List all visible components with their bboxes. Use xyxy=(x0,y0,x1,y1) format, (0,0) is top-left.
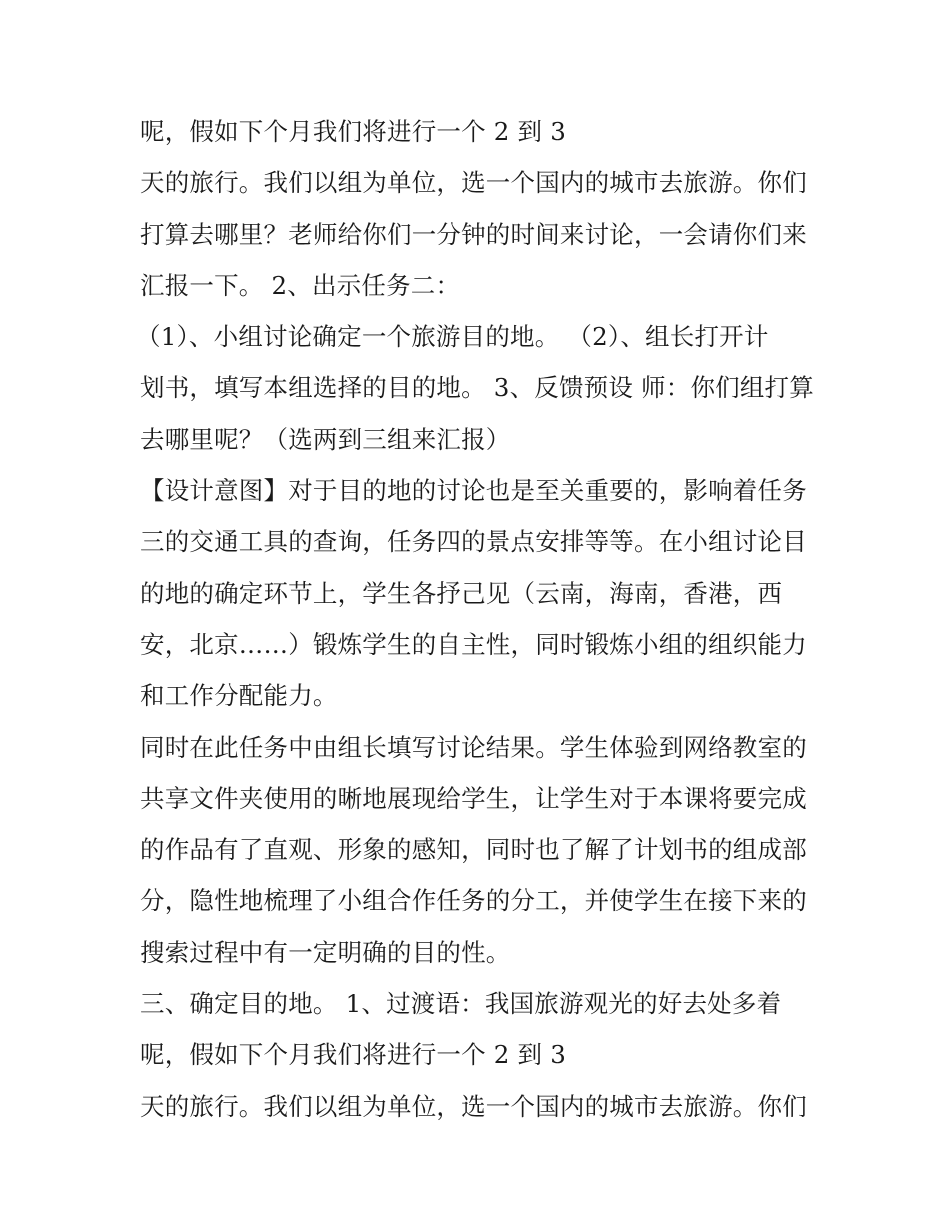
text-line: 同时在此任务中由组长填写讨论结果。学生体验到网络教室的 xyxy=(140,732,807,762)
text-line: 天的旅行。我们以组为单位，选一个国内的城市去旅游。你们 xyxy=(140,168,807,198)
text-line: 呢，假如下个月我们将进行一个 2 到 3 xyxy=(140,117,567,146)
text-line: 去哪里呢？（选两到三组来汇报） xyxy=(140,424,511,454)
text-line: 和工作分配能力。 xyxy=(140,681,338,711)
document-body xyxy=(136,112,820,1138)
text-line: 安，北京……）锻炼学生的自主性，同时锻炼小组的组织能力 xyxy=(140,629,807,659)
text-line: 三的交通工具的查询，任务四的景点安排等等。在小组讨论目 xyxy=(140,527,807,557)
text-line: 三、确定目的地。 1、过渡语：我国旅游观光的好去处多着 xyxy=(140,989,782,1019)
text-line: 的地的确定环节上，学生各抒己见（云南，海南，香港，西 xyxy=(140,578,783,608)
text-line: 呢，假如下个月我们将进行一个 2 到 3 xyxy=(140,1040,567,1070)
text-line: 共享文件夹使用的晰地展现给学生，让学生对于本课将要完成 xyxy=(140,783,807,813)
text-line: 【设计意图】对于目的地的讨论也是至关重要的，影响着任务 xyxy=(140,476,807,506)
text-line: 打算去哪里？老师给你们一分钟的时间来讨论，一会请你们来 xyxy=(140,219,807,249)
text-line: 的作品有了直观、形象的感知，同时也了解了计划书的组成部 xyxy=(140,835,807,865)
text-line: 汇报一下。 2、出示任务二： xyxy=(140,270,461,300)
text-line: 分，隐性地梳理了小组合作任务的分工，并使学生在接下来的 xyxy=(140,886,807,916)
text-line: （1）、小组讨论确定一个旅游目的地。 （2）、组长打开计 xyxy=(136,322,769,352)
text-line: 搜索过程中有一定明确的目的性。 xyxy=(140,937,511,967)
text-line: 天的旅行。我们以组为单位，选一个国内的城市去旅游。你们 xyxy=(140,1091,807,1121)
text-line: 划书，填写本组选择的目的地。 3、反馈预设 师：你们组打算 xyxy=(140,373,814,403)
